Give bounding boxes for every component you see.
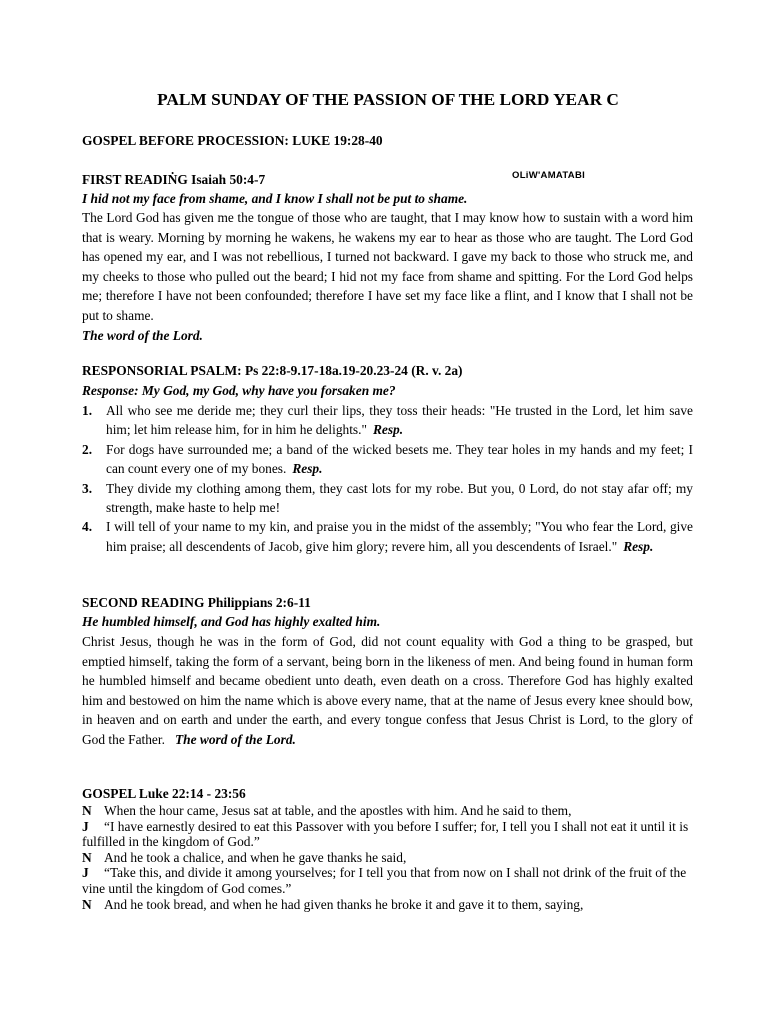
second-reading-closing: The word of the Lord. xyxy=(174,731,296,747)
psalm-response: Response: My God, my God, why have you forsaken me? xyxy=(82,383,396,398)
gospel-line xyxy=(82,865,694,896)
verse-resp: Resp. xyxy=(372,422,404,438)
gospel-line-text: “Take this, and divide it among yourselves; for I tell you that from now on I shall not drink of the fruit of the vine until the kingdom of God comes.” xyxy=(82,865,687,896)
gospel-line xyxy=(82,850,694,866)
psalm-verse xyxy=(82,479,693,518)
psalm-heading: RESPONSORIAL PSALM: Ps 22:8-9.17-18a.19-20.23-24 (R. v. 2a) xyxy=(82,363,463,378)
first-reading-subtitle: I hid not my face from shame, and I know I shall not be put to shame. xyxy=(82,191,468,206)
verse-number: 4. xyxy=(82,519,93,535)
psalm-verse xyxy=(82,517,693,556)
gospel-line xyxy=(82,819,694,850)
speaker-label: N xyxy=(82,849,92,865)
first-reading-body: The Lord God has given me the tongue of those who are taught, that I may know how to sustain with a word him that is weary. Morning by morning he wakens, he wakens my ear to hear as those who are taught. The Lord God has opened my ear, and I was not rebellious, I turned not backward. I gave my back to those who struck me, and my cheeks to those who pulled out the beard; I hid not my face from shame and spitting. For the Lord God helps me; therefore I have not been confounded; therefore I have set my face like a flint, and I know that I shall not be put to shame. xyxy=(82,210,693,323)
gospel-line-text: “I have earnestly desired to eat this Passover with you before I suffer; for, I tell you I shall not eat it until it is fulfilled in the kingdom of God.” xyxy=(82,818,689,850)
speaker-label: J xyxy=(82,865,89,881)
verse-number: 2. xyxy=(82,441,93,457)
gospel-heading: GOSPEL Luke 22:14 - 23:56 xyxy=(82,786,246,801)
psalm-verse xyxy=(82,401,693,440)
verse-text: I will tell of your name to my kin, and praise you in the midst of the assembly; "You who fear the Lord, give him praise; all descendents of Jacob, give him glory; revere him, all you descendents of Israel." xyxy=(106,519,693,554)
psalm-verse-list xyxy=(82,401,693,556)
gospel-line xyxy=(82,897,694,913)
psalm-verse xyxy=(82,440,693,479)
second-reading-body: Christ Jesus, though he was in the form of God, did not count equality with God a thing to be grasped, but emptied himself, taking the form of a servant, being born in the likeness of men. And being found in human form he humbled himself and became obedient unto death, even death on a cross. Therefore God has highly exalted him and bestowed on him the name which is above every name, that at the name of Jesus every knee should bow, in heaven and on earth and under the earth, and every tongue confess that Jesus Christ is Lord, to the glory of God the Father. xyxy=(82,634,693,747)
second-reading-text xyxy=(82,632,693,750)
first-reading-text xyxy=(82,208,693,345)
gospel-line-text: And he took a chalice, and when he gave thanks he said, xyxy=(104,849,407,865)
verse-number: 1. xyxy=(82,403,93,418)
verse-text: They divide my clothing among them, they cast lots for my robe. But you, 0 Lord, do not stay afar off; my strength, make haste to help me! xyxy=(106,480,693,516)
verse-text-container xyxy=(106,440,693,479)
speaker-label: N xyxy=(82,803,92,818)
gospel-line-text: When the hour came, Jesus sat at table, and the apostles with him. And he said to them, xyxy=(104,803,572,818)
speaker-label: N xyxy=(82,896,92,912)
author-watermark: OLiW'AMATABI xyxy=(512,170,586,181)
verse-text: All who see me deride me; they curl their lips, they toss their heads: "He trusted in the Lord, let him save him; let him release him, for in him he delights." xyxy=(106,403,693,438)
second-reading-heading: SECOND READING Philippians 2:6-11 xyxy=(82,595,311,610)
first-reading-closing: The word of the Lord. xyxy=(82,327,203,343)
gospel-before-procession-heading: GOSPEL BEFORE PROCESSION: LUKE 19:28-40 xyxy=(82,133,383,148)
gospel-line xyxy=(82,803,694,819)
page-title: PALM SUNDAY OF THE PASSION OF THE LORD YEAR C xyxy=(157,90,619,109)
verse-text-container xyxy=(106,479,693,518)
verse-number: 3. xyxy=(82,480,93,496)
gospel-line-text: And he took bread, and when he had given thanks he broke it and gave it to them, saying, xyxy=(104,896,584,912)
speaker-label: J xyxy=(82,818,89,834)
verse-resp: Resp. xyxy=(292,461,323,477)
verse-text: For dogs have surrounded me; a band of the wicked besets me. They tear holes in my hands and my feet; I can count every one of my bones. xyxy=(106,441,693,477)
first-reading-heading: FIRST READIṄG Isaiah 50:4-7 xyxy=(82,172,266,187)
second-reading-subtitle: He humbled himself, and God has highly exalted him. xyxy=(82,614,381,629)
gospel-text xyxy=(82,803,694,912)
verse-resp: Resp. xyxy=(623,538,654,554)
verse-text-container xyxy=(106,401,693,440)
verse-text-container xyxy=(106,517,693,556)
